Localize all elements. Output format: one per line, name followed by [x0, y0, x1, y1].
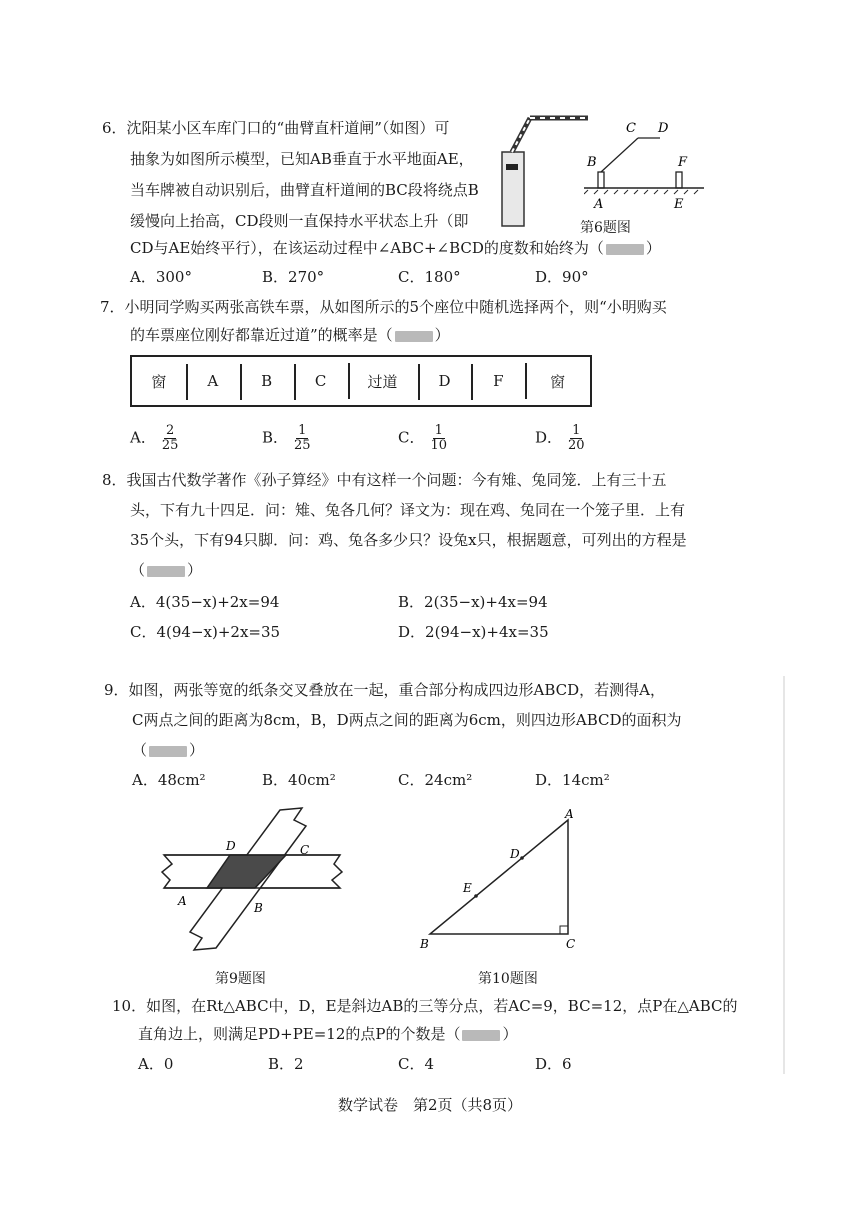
q9-point-c: C	[300, 843, 310, 857]
q7-line-2	[130, 325, 450, 345]
q9-option-c: C．24cm²	[398, 771, 473, 789]
q7-option-a-label: A．	[130, 428, 156, 447]
q7-answer-blank	[395, 331, 433, 342]
q6-answer-blank	[606, 244, 644, 255]
q9-line-1: 9．如图，两张等宽的纸条交叉叠放在一起，重合部分构成四边形ABCD，若测得A，	[104, 681, 666, 699]
q9-option-a: A．48cm²	[132, 771, 206, 789]
q6-line-2: 抽象为如图所示模型，已知AB垂直于水平地面AE，	[130, 150, 474, 168]
q6-line-5	[130, 238, 661, 258]
q10-option-a: A．0	[138, 1055, 174, 1073]
q9-option-b: B．40cm²	[262, 771, 336, 789]
seat-b: B	[240, 372, 294, 390]
q10-point-e: E	[463, 881, 472, 895]
seat-aisle: 过道	[348, 371, 418, 392]
q6-point-e: E	[674, 197, 684, 212]
q8-option-b: B．2(35−x)+4x=94	[398, 593, 548, 611]
q6-line-4: 缓慢向上抬高，CD段则一直保持水平状态上升（即	[130, 212, 469, 230]
q7-option-c-fraction: $\frac{1}{10}$	[430, 423, 448, 453]
q6-point-a: A	[594, 197, 604, 212]
seat-a: A	[186, 372, 240, 390]
q10-line-2-end: ）	[502, 1025, 518, 1043]
q7-option-b	[262, 424, 311, 453]
q9-line-3-text: （	[132, 741, 148, 759]
q10-option-d: D．6	[535, 1055, 572, 1073]
q10-answer-blank	[462, 1030, 500, 1041]
q10-point-a: A	[565, 807, 574, 821]
q10-point-b: B	[420, 937, 429, 951]
q10-line-2	[138, 1024, 518, 1044]
q9-point-a: A	[178, 894, 187, 908]
q6-option-d: D．90°	[535, 268, 589, 286]
q7-option-d	[535, 424, 585, 453]
q8-line-3: 35个头，下有94只脚．问：鸡、兔各多少只？设兔x只，根据题意，可列出的方程是	[130, 531, 687, 549]
q9-line-2: C两点之间的距离为8cm，B，D两点之间的距离为6cm，则四边形ABCD的面积为	[132, 711, 682, 729]
q7-option-a	[130, 424, 178, 453]
q9-point-b: B	[254, 901, 263, 915]
q9-point-d: D	[226, 839, 236, 853]
q8-line-4	[130, 560, 202, 580]
q6-diagram	[584, 118, 714, 214]
q7-line-2-text: 的车票座位刚好都靠近过道”的概率是（	[130, 326, 393, 344]
q7-line-1: 7．小明同学购买两张高铁车票，从如图所示的5个座位中随机选择两个，则“小明购买	[100, 298, 667, 316]
q6-point-c: C	[626, 121, 636, 136]
q7-option-c-label: C．	[398, 428, 425, 447]
q7-option-d-fraction: $\frac{1}{20}$	[568, 423, 585, 453]
seat-window-left: 窗	[151, 372, 167, 391]
q10-line-1: 10．如图，在Rt△ABC中，D，E是斜边AB的三等分点，若AC=9，BC=12，点P在△ABC的	[112, 997, 738, 1015]
q8-answer-blank	[147, 566, 185, 577]
q8-option-a: A．4(35−x)+2x=94	[130, 593, 280, 611]
page-footer: 数学试卷 第2页（共8页）	[337, 1096, 523, 1114]
q7-option-a-fraction: $\frac{2}{25}$	[161, 423, 179, 453]
q6-option-c: C．180°	[398, 268, 461, 286]
q6-line-1: 6．沈阳某小区车库门口的“曲臂直杆道闸”（如图）可	[102, 119, 450, 137]
q9-answer-blank	[149, 746, 187, 757]
q8-line-1: 8．我国古代数学著作《孙子算经》中有这样一个问题：今有雉、兔同笼．上有三十五	[102, 471, 667, 489]
q7-line-2-end: ）	[434, 326, 450, 344]
q7-option-d-label: D．	[535, 428, 563, 447]
q6-gate-illustration	[498, 112, 590, 230]
q10-figure-caption: 第10题图	[478, 971, 538, 987]
q10-option-b: B．2	[268, 1055, 304, 1073]
q6-line-3: 当车牌被自动识别后，曲臂直杆道闸的BC段将绕点B	[130, 181, 479, 199]
q6-option-a: A．300°	[130, 268, 192, 286]
q8-option-d: D．2(94−x)+4x=35	[398, 623, 549, 641]
q6-point-b: B	[587, 155, 597, 170]
q10-line-2-text: 直角边上，则满足PD+PE=12的点P的个数是（	[138, 1025, 461, 1043]
scan-edge-shadow	[783, 676, 785, 1074]
q7-option-b-label: B．	[262, 428, 289, 447]
seat-f: F	[471, 372, 525, 390]
q6-option-b: B．270°	[262, 268, 325, 286]
seat-d: D	[418, 372, 472, 390]
q6-point-d: D	[658, 121, 669, 136]
q9-diagram	[150, 800, 350, 960]
q6-point-f: F	[678, 155, 688, 170]
q8-line-4-text: （	[130, 561, 146, 579]
q8-option-c: C．4(94−x)+2x=35	[130, 623, 281, 641]
q9-option-d: D．14cm²	[535, 771, 610, 789]
seat-c: C	[294, 372, 348, 390]
q7-option-c	[398, 424, 447, 453]
q7-seat-map	[130, 355, 592, 407]
q9-line-3	[132, 740, 204, 760]
seat-window-right: 窗	[525, 371, 590, 392]
q10-diagram	[410, 806, 600, 956]
q8-line-4-end: ）	[187, 561, 203, 579]
q6-line-5-text: CD与AE始终平行），在该运动过程中∠ABC+∠BCD的度数和始终为（	[130, 239, 604, 257]
q8-line-2: 头，下有九十四足．问：雉、兔各几何？译文为：现在鸡、兔同在一个笼子里．上有	[130, 501, 686, 519]
q10-option-c: C．4	[398, 1055, 435, 1073]
q9-figure-caption: 第9题图	[215, 971, 266, 987]
q9-line-3-end: ）	[189, 741, 205, 759]
q7-option-b-fraction: $\frac{1}{25}$	[294, 423, 311, 453]
q6-figure-caption: 第6题图	[580, 220, 631, 236]
q6-line-5-end: ）	[645, 239, 661, 257]
q10-point-d: D	[510, 847, 520, 861]
q10-point-c: C	[566, 937, 576, 951]
